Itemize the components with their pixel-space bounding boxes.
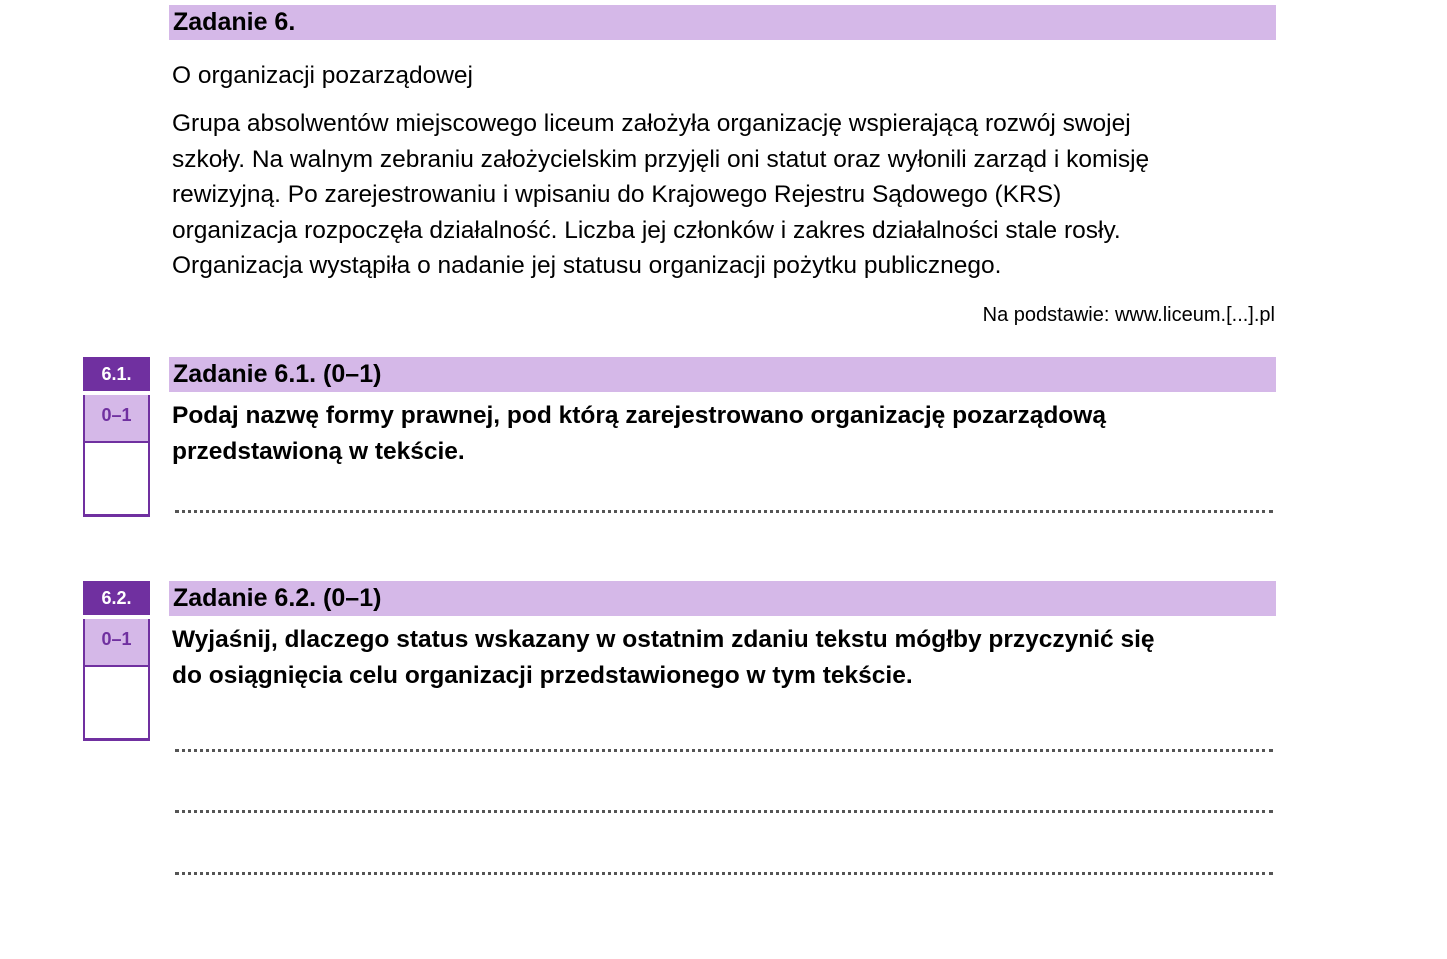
intro-title: O organizacji pozarządowej xyxy=(172,62,473,89)
question-line: Wyjaśnij, dlaczego status wskazany w ostatnim zdaniu tekstu mógłby przyczynić się xyxy=(172,626,1155,653)
subtask-title: Zadanie 6.1. (0–1) xyxy=(173,360,382,388)
subtask-header-6-2 xyxy=(169,581,1276,616)
task-title: Zadanie 6. xyxy=(173,8,296,36)
answer-line[interactable] xyxy=(175,749,1273,752)
question-line: Podaj nazwę formy prawnej, pod którą zarejestrowano organizację pozarządową xyxy=(172,402,1106,429)
paragraph-line: organizacja rozpoczęła działalność. Liczba jej członków i zakres działalności stale rosły. xyxy=(172,216,1121,244)
paragraph-line: rewizyjną. Po zarejestrowaniu i wpisaniu do Krajowego Rejestru Sądowego (KRS) xyxy=(172,181,1062,208)
paragraph-line: Organizacja wystąpiła o nadanie jej statusu organizacji pożytku publicznego. xyxy=(172,252,1002,279)
source-citation: Na podstawie: www.liceum.[...].pl xyxy=(982,304,1275,326)
question-line: do osiągnięcia celu organizacji przedstawionego w tym tekście. xyxy=(172,661,913,689)
paragraph-line: szkoły. Na walnym zebraniu założycielskim przyjęli oni statut oraz wyłonili zarząd i komisję xyxy=(172,145,1150,173)
answer-line[interactable] xyxy=(175,872,1273,875)
grading-field xyxy=(83,443,150,517)
score-box-6-2 xyxy=(83,581,150,741)
question-line: przedstawioną w tekście. xyxy=(172,437,465,465)
answer-line[interactable] xyxy=(175,510,1273,513)
grading-field xyxy=(83,667,150,741)
subtask-number: 6.1. xyxy=(83,357,150,391)
subtask-number: 6.2. xyxy=(83,581,150,615)
points-range: 0–1 xyxy=(83,395,150,443)
answer-line[interactable] xyxy=(175,810,1273,813)
subtask-header-6-1 xyxy=(169,357,1276,392)
subtask-title: Zadanie 6.2. (0–1) xyxy=(173,584,382,612)
paragraph-line: Grupa absolwentów miejscowego liceum założyła organizację wspierającą rozwój swojej xyxy=(172,110,1131,137)
points-range: 0–1 xyxy=(83,619,150,667)
task-header xyxy=(169,5,1276,40)
score-box-6-1 xyxy=(83,357,150,517)
